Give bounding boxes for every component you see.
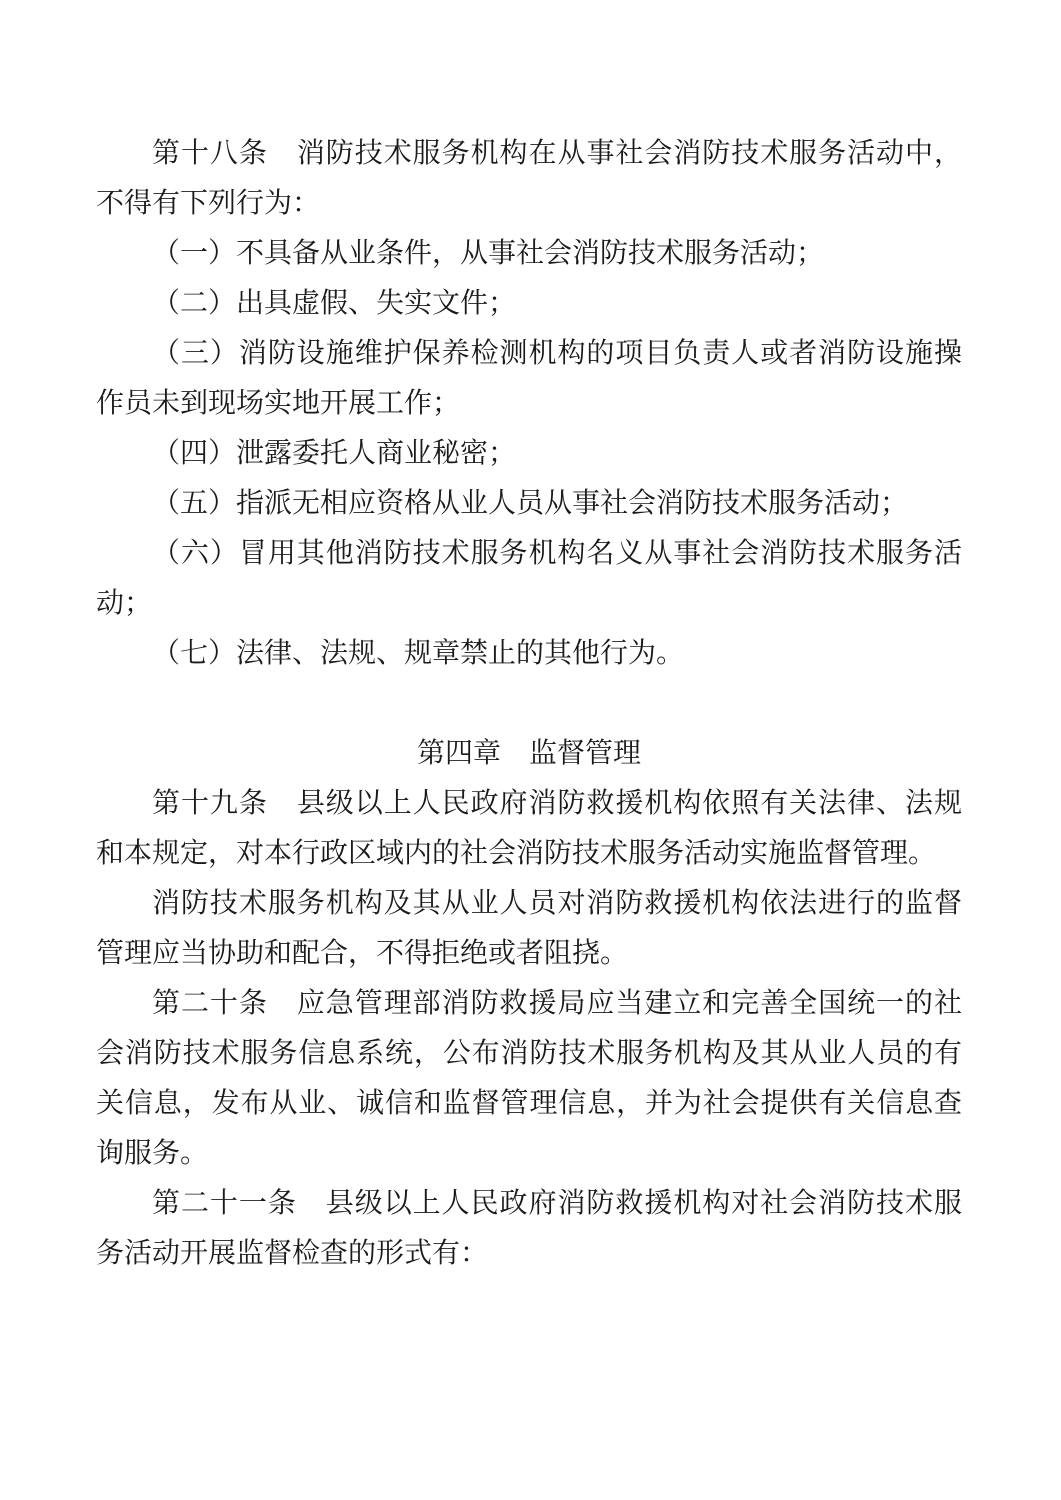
article-20-label: 第二十条 [152,986,268,1019]
article-18-item-3: （三）消防设施维护保养检测机构的项目负责人或者消防设施操作员未到现场实地开展工作； [96,336,962,419]
article-19 [96,778,962,878]
chapter-title: 监督管理 [529,736,642,769]
article-19-label: 第十九条 [152,786,268,819]
article-19-paragraph-2: 消防技术服务机构及其从业人员对消防救援机构依法进行的监督管理应当协助和配合，不得拒绝或者阻挠。 [96,886,962,969]
article-18-item-4: （四）泄露委托人商业秘密； [152,436,517,469]
article-20-text: 应急管理部消防救援局应当建立和完善全国统一的社会消防技术服务信息系统，公布消防技术服务机构及其从业人员的有关信息，发布从业、诚信和监督管理信息，并为社会提供有关信息查询服务。 [96,986,962,1169]
article-18-item-7: （七）法律、法规、规章禁止的其他行为。 [152,636,685,669]
chapter-heading [96,728,962,778]
article-18-item-5: （五）指派无相应资格从业人员从事社会消防技术服务活动； [152,486,909,519]
article-18 [96,128,962,228]
article-18-item-1: （一）不具备从业条件，从事社会消防技术服务活动； [152,236,825,269]
chapter-number: 第四章 [416,736,501,769]
article-20 [96,978,962,1178]
article-18-item-6: （六）冒用其他消防技术服务机构名义从事社会消防技术服务活动； [96,536,962,619]
document-page [96,128,962,1278]
article-19-text: 县级以上人民政府消防救援机构依照有关法律、法规和本规定，对本行政区域内的社会消防技术服务活动实施监督管理。 [96,786,962,869]
article-18-item-2: （二）出具虚假、失实文件； [152,286,517,319]
article-21 [96,1178,962,1278]
article-18-text: 消防技术服务机构在从事社会消防技术服务活动中，不得有下列行为： [96,136,962,219]
article-21-text: 县级以上人民政府消防救援机构对社会消防技术服务活动开展监督检查的形式有： [96,1186,962,1269]
article-21-label: 第二十一条 [152,1186,297,1219]
article-18-label: 第十八条 [152,136,268,169]
